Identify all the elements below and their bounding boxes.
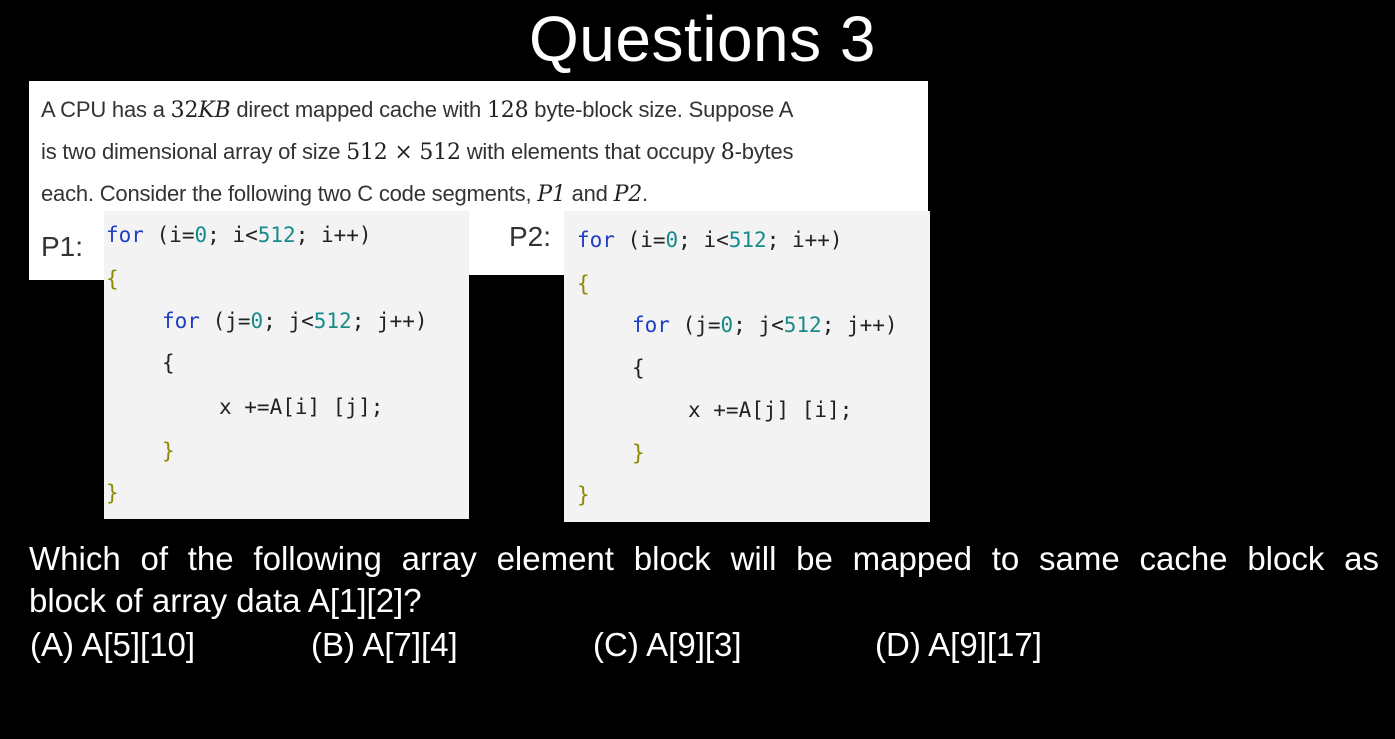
- code-number: 512: [728, 228, 767, 252]
- p1-outer-for: [106, 223, 372, 247]
- code-number: 512: [257, 223, 296, 247]
- cache-size-unit: KB: [198, 98, 231, 123]
- keyword-for: for: [632, 313, 670, 337]
- p2-loop-body: x +=A[j] [i];: [688, 398, 853, 422]
- problem-text-segment: and: [565, 181, 614, 206]
- code-number: 0: [720, 313, 734, 337]
- problem-line-3: [41, 173, 921, 215]
- array-dimensions: 512 × 512: [346, 140, 461, 165]
- problem-text-segment: each. Consider the following two C code segments,: [41, 181, 538, 206]
- code-text: (j=: [199, 309, 251, 333]
- segment-name-p1: P1: [537, 182, 566, 207]
- p2-outer-for: [577, 228, 843, 252]
- code-text: ; i<: [207, 223, 258, 247]
- code-text: ; j++): [821, 313, 898, 337]
- code-text: ; i++): [295, 223, 372, 247]
- p2-close-brace-inner: }: [632, 441, 645, 465]
- problem-statement: [41, 89, 921, 215]
- code-number: 512: [783, 313, 822, 337]
- p2-label: P2:: [509, 221, 552, 252]
- p1-open-brace-outer: {: [106, 267, 119, 291]
- code-text: ; i<: [678, 228, 729, 252]
- code-text: ; j<: [733, 313, 784, 337]
- option-c[interactable]: (C) A[9][3]: [593, 626, 742, 663]
- p1-inner-for: [162, 309, 428, 333]
- keyword-for: for: [106, 223, 144, 247]
- p2-inner-for: [632, 313, 898, 337]
- problem-text-segment: byte-block size. Suppose A: [528, 97, 794, 122]
- code-text: (j=: [669, 313, 721, 337]
- code-text: ; i++): [766, 228, 843, 252]
- keyword-for: for: [162, 309, 200, 333]
- problem-text-segment: .: [642, 181, 648, 206]
- p2-code-block: [564, 211, 930, 522]
- code-number: 512: [313, 309, 352, 333]
- code-text: ; j++): [351, 309, 428, 333]
- code-number: 0: [250, 309, 264, 333]
- p2-open-brace-outer: {: [577, 272, 590, 296]
- p2-close-brace-outer: }: [577, 483, 590, 507]
- segment-name-p2: P2: [613, 182, 643, 207]
- slide-title: Questions 3: [528, 3, 877, 75]
- option-a[interactable]: (A) A[5][10]: [30, 626, 196, 663]
- code-number: 0: [665, 228, 679, 252]
- p2-open-brace-inner: {: [632, 356, 645, 380]
- code-text: (i=: [143, 223, 195, 247]
- question-line-1: Which of the following array element block will be mapped to same cache block as: [29, 540, 1379, 577]
- p1-label: P1:: [41, 231, 84, 262]
- p1-close-brace-outer: }: [106, 481, 119, 505]
- cache-size-number: 32: [170, 98, 199, 123]
- problem-text-segment: direct mapped cache with: [230, 97, 487, 122]
- p1-close-brace-inner: }: [162, 439, 175, 463]
- problem-text-segment: with elements that occupy: [460, 139, 721, 164]
- question-text: [29, 538, 1379, 622]
- problem-text-segment: is two dimensional array of size: [41, 139, 347, 164]
- keyword-for: for: [577, 228, 615, 252]
- block-size-number: 128: [486, 98, 529, 123]
- problem-text-segment: -bytes: [734, 139, 794, 164]
- p1-code-block: [104, 211, 469, 519]
- problem-line-1: [41, 89, 921, 131]
- code-text: (i=: [614, 228, 666, 252]
- code-text: ; j<: [263, 309, 314, 333]
- problem-line-2: [41, 131, 921, 173]
- question-line-2: block of array data A[1][2]?: [29, 582, 422, 619]
- problem-text-segment: A CPU has a: [41, 97, 171, 122]
- option-b[interactable]: (B) A[7][4]: [311, 626, 458, 663]
- element-size-number: 8: [720, 140, 735, 165]
- p1-loop-body: x +=A[i] [j];: [219, 395, 384, 419]
- option-d[interactable]: (D) A[9][17]: [875, 626, 1042, 663]
- p1-open-brace-inner: {: [162, 351, 175, 375]
- code-number: 0: [194, 223, 208, 247]
